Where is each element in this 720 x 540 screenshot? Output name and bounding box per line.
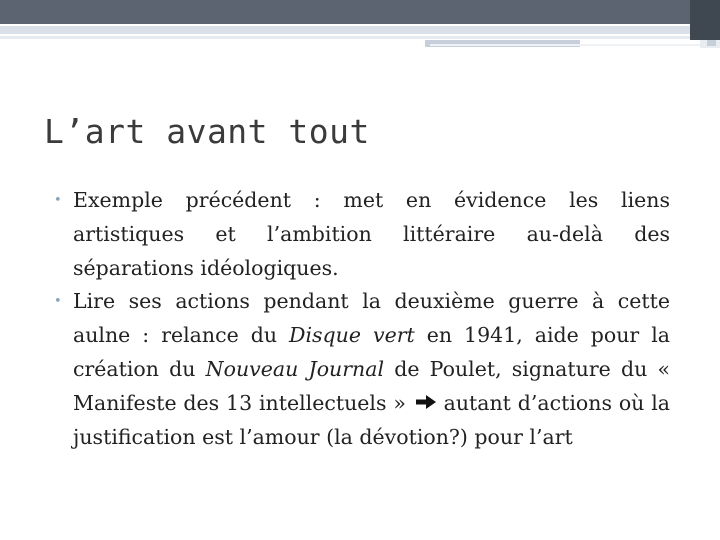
header-bar-light-thin [0, 36, 690, 39]
right-arrow-icon [415, 387, 437, 421]
bullet-glyph: • [54, 294, 62, 310]
bullet-text-part: de Poulet, signature du « Manifeste des 13 intellectuels » [73, 356, 671, 415]
slide-body [52, 184, 670, 455]
bullet-item-1 [52, 184, 670, 285]
header-bar-dark [0, 0, 690, 24]
bullet-glyph: • [54, 193, 62, 208]
bullet-item-2 [52, 285, 670, 455]
bullet-text: Exemple précédent : met en évidence les liens artistiques et l’ambition littéraire au-delà des séparations idéologiques. [73, 188, 670, 280]
bullet-text-part: Lire ses actions pendant la deuxième guerre à cette aulne : relance du [73, 289, 670, 348]
italic-title-disque-vert: Disque vert [289, 323, 415, 348]
header-bar-light [0, 26, 690, 34]
header-bar-accent-line [430, 44, 700, 46]
bullet-text-part: autant d’actions où la justification est l’amour (la dévotion?) pour l’art [73, 390, 670, 450]
italic-title-nouveau-journal: Nouveau Journal [205, 356, 385, 381]
header-corner-dark [690, 0, 720, 40]
slide-title: L’art avant tout [44, 112, 370, 151]
bullet-text-part: en 1941, aide pour la création du [73, 323, 670, 381]
